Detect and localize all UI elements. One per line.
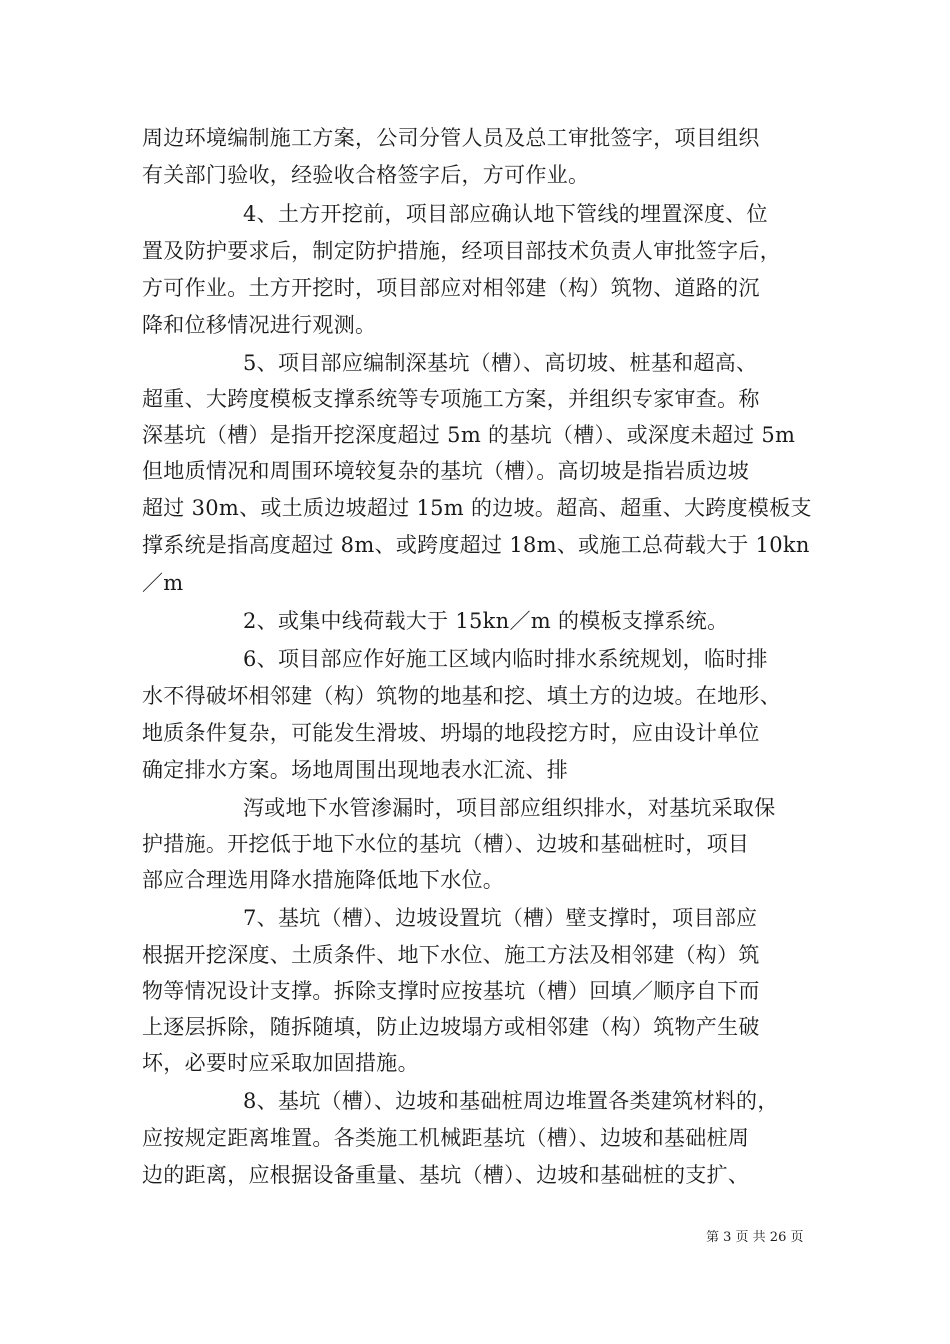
text-line: 深基坑（槽）是指开挖深度超过 5m 的基坑（槽）、或深度未超过 5m (142, 423, 796, 447)
text-line: 部应合理选用降水措施降低地下水位。 (142, 868, 505, 892)
text-line: 但地质情况和周围环境较复杂的基坑（槽）。高切坡是指岩质边坡 (142, 459, 750, 483)
text-line: 超过 30m、或土质边坡超过 15m 的边坡。超高、超重、大跨度模板支 (142, 496, 812, 520)
text-line: 护措施。开挖低于地下水位的基坑（槽）、边坡和基础桩时，项目 (142, 832, 750, 856)
text-line: 根据开挖深度、土质条件、地下水位、施工方法及相邻建（构）筑 (142, 943, 760, 967)
text-line: 物等情况设计支撑。拆除支撑时应按基坑（槽）回填／顺序自下而 (142, 979, 760, 1003)
text-line: 应按规定距离堆置。各类施工机械距基坑（槽）、边坡和基础桩周 (142, 1126, 750, 1150)
text-line: 坏，必要时应采取加固措施。 (142, 1051, 419, 1075)
text-line: 确定排水方案。场地周围出现地表水汇流、排 (142, 758, 568, 782)
text-line: 2、或集中线荷载大于 15kn／m 的模板支撑系统。 (243, 609, 729, 633)
text-line: 方可作业。土方开挖时，项目部应对相邻建（构）筑物、道路的沉 (142, 276, 760, 300)
text-line: 置及防护要求后，制定防护措施，经项目部技术负责人审批签字后， (142, 239, 781, 263)
text-line: 7、基坑（槽）、边坡设置坑（槽）壁支撑时，项目部应 (243, 906, 758, 930)
text-line: ／m (142, 571, 184, 595)
text-line: 超重、大跨度模板支撑系统等专项施工方案，并组织专家审查。称 (142, 387, 760, 411)
text-line: 周边环境编制施工方案，公司分管人员及总工审批签字，项目组织 (142, 126, 760, 150)
text-line: 泻或地下水管渗漏时，项目部应组织排水，对基坑采取保 (243, 796, 776, 820)
text-line: 撑系统是指高度超过 8m、或跨度超过 18m、或施工总荷载大于 10kn (142, 533, 810, 557)
text-line: 4、土方开挖前，项目部应确认地下管线的埋置深度、位 (243, 202, 768, 226)
page-number: 第 3 页 共 26 页 (706, 1230, 804, 1245)
text-line: 地质条件复杂，可能发生滑坡、坍塌的地段挖方时，应由设计单位 (142, 721, 760, 745)
text-line: 8、基坑（槽）、边坡和基础桩周边堆置各类建筑材料的， (243, 1089, 779, 1113)
text-line: 上逐层拆除，随拆随填，防止边坡塌方或相邻建（构）筑物产生破 (142, 1015, 760, 1039)
text-line: 5、项目部应编制深基坑（槽）、高切坡、桩基和超高、 (243, 351, 758, 375)
text-line: 有关部门验收，经验收合格签字后，方可作业。 (142, 163, 590, 187)
text-line: 6、项目部应作好施工区域内临时排水系统规划，临时排 (243, 647, 768, 671)
text-line: 水不得破坏相邻建（构）筑物的地基和挖、填土方的边坡。在地形、 (142, 684, 781, 708)
text-line: 降和位移情况进行观测。 (142, 313, 377, 337)
text-line: 边的距离，应根据设备重量、基坑（槽）、边坡和基础桩的支扩、 (142, 1163, 750, 1187)
